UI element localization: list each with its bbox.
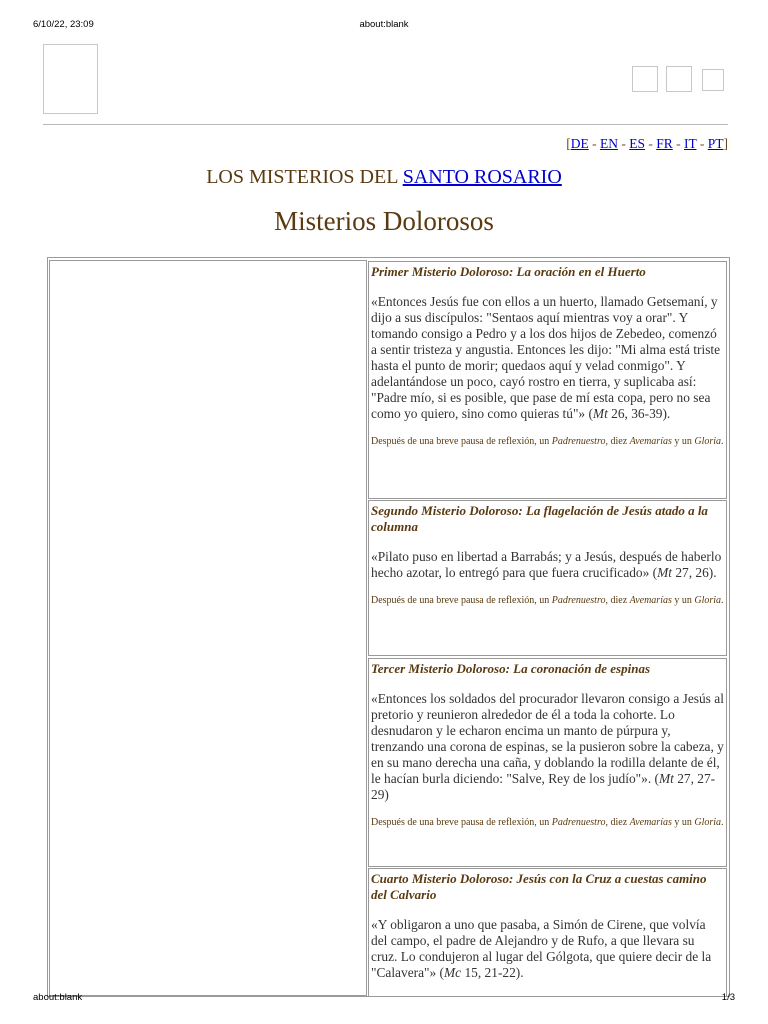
- mystery-text: «Entonces los soldados del procurador llevaron consigo a Jesús al pretorio y reunieron alrededor de él a toda la cohorte. Lo desnudaron y le echaron encima un manto de púrpura y, trenzando una corona de espinas, se la pusieron sobre la cabeza, y en su mano derecha una caña, y doblando la rodilla delante de él, le hacían burla diciendo: "Salve, Rey de los judío"». (Mt 27, 27-29): [371, 691, 724, 802]
- mystery-3: [368, 658, 727, 867]
- mystery-4: [368, 868, 727, 996]
- lang-link-en[interactable]: EN: [599, 136, 618, 151]
- language-selector: [566, 136, 728, 152]
- lang-sep: -: [644, 136, 657, 151]
- page-title: [0, 166, 768, 189]
- santo-rosario-link[interactable]: SANTO ROSARIO: [402, 166, 562, 188]
- lang-link-fr[interactable]: FR: [656, 136, 673, 151]
- print-icon[interactable]: [666, 66, 692, 92]
- mystery-text: «Pilato puso en libertad a Barrabás; y a Jesús, después de haberlo hecho azotar, lo entregó para que fuera crucificado» (Mt 27, 26).: [371, 549, 722, 580]
- lang-bracket-close: ]: [723, 136, 728, 151]
- mystery-title: Cuarto Misterio Doloroso: Jesús con la Cruz a cuestas camino del Calvario: [371, 871, 707, 902]
- lang-sep: -: [617, 136, 630, 151]
- lang-sep: -: [696, 136, 708, 151]
- share-icon[interactable]: [632, 66, 658, 92]
- print-header: [0, 19, 768, 33]
- page-number: 1/3: [721, 992, 735, 1003]
- lang-bracket-open: [: [566, 136, 571, 151]
- page-subtitle: Misterios Dolorosos: [274, 206, 494, 236]
- lang-link-it[interactable]: IT: [683, 136, 697, 151]
- footer-url: about:blank: [33, 992, 83, 1003]
- print-url: about:blank: [359, 19, 409, 30]
- image-cell: [49, 260, 367, 996]
- title-prefix: LOS MISTERIOS DEL: [206, 166, 403, 188]
- mystery-prayer-note: Después de una breve pausa de reflexión, un Padrenuestro, diez Avemarías y un Gloria.: [371, 595, 724, 606]
- lang-sep: -: [588, 136, 600, 151]
- mail-icon[interactable]: [702, 69, 724, 91]
- lang-link-es[interactable]: ES: [629, 136, 645, 151]
- lang-sep: -: [672, 136, 684, 151]
- mystery-text: «Y obligaron a uno que pasaba, a Simón de Cirene, que volvía del campo, el padre de Alejandro y de Rufo, a que llevara su cruz. Lo condujeron al lugar del Gólgota, que quiere decir de la "Calavera"» (Mc 15, 21-22).: [371, 917, 712, 980]
- mystery-title: Segundo Misterio Doloroso: La flagelación de Jesús atado a la columna: [371, 503, 708, 534]
- mystery-title: Primer Misterio Doloroso: La oración en el Huerto: [371, 264, 646, 279]
- mystery-text: «Entonces Jesús fue con ellos a un huerto, llamado Getsemaní, y dijo a sus discípulos: "Sentaos aquí mientras voy a orar". Y tomando consigo a Pedro y a los dos hijos de Zebedeo, comenzó a sentir tristeza y angustia. Entonces les dijo: "Mi alma está triste hasta el punto de morir; quedaos aquí y velad conmigo". Y adelantándose un poco, cayó rostro en tierra, y suplicaba así: "Padre mío, si es posible, que pase de mí esta copa, pero no sea como yo quiero, sino como quieras tú"» (Mt 26, 36-39).: [371, 294, 721, 421]
- mystery-title: Tercer Misterio Doloroso: La coronación de espinas: [371, 661, 651, 676]
- print-datetime: 6/10/22, 23:09: [33, 19, 94, 30]
- logo-image: [43, 44, 98, 114]
- mystery-1: [368, 261, 727, 499]
- print-footer: [0, 992, 768, 1006]
- header-divider: [43, 124, 728, 125]
- lang-link-de[interactable]: DE: [570, 136, 589, 151]
- mystery-prayer-note: Después de una breve pausa de reflexión, un Padrenuestro, diez Avemarías y un Gloria.: [371, 817, 724, 828]
- lang-link-pt[interactable]: PT: [707, 136, 724, 151]
- mystery-prayer-note: Después de una breve pausa de reflexión, un Padrenuestro, diez Avemarías y un Gloria.: [371, 436, 724, 447]
- mystery-2: [368, 500, 727, 656]
